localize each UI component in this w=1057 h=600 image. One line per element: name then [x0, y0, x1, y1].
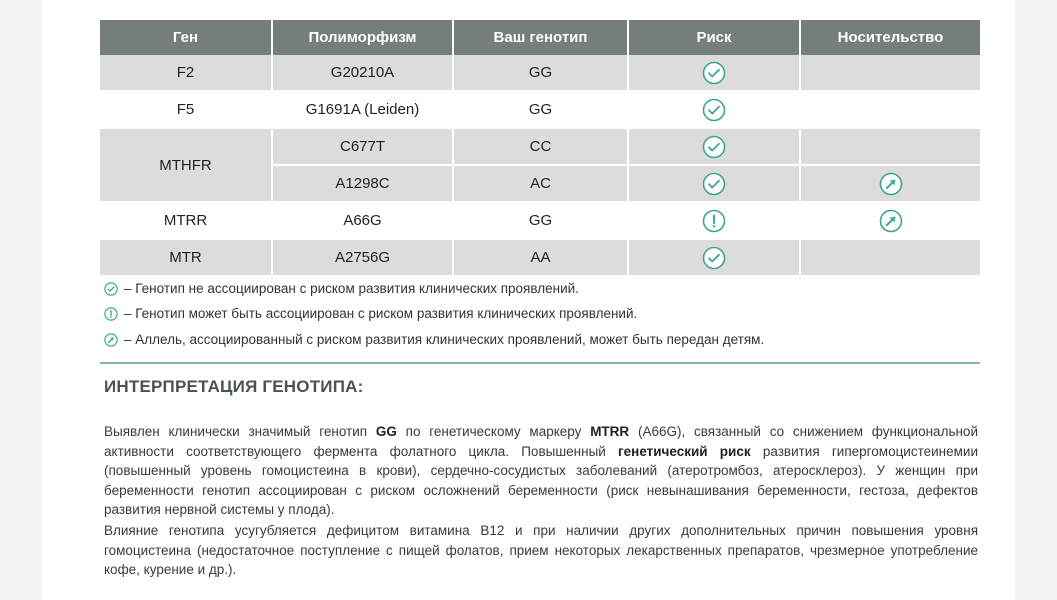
exclamation-circle-icon — [702, 209, 726, 233]
exclamation-circle-icon — [104, 307, 118, 321]
genotype-table — [100, 20, 980, 277]
legend-arrow — [104, 332, 764, 347]
table-row — [100, 128, 980, 165]
p1-marker-bold: MTRR — [590, 424, 630, 439]
cell-carrier — [800, 239, 980, 276]
p1-text: развития гипергомоцистеинемии (повышенный уровень гомоцистеина в крови), сердечно-сосудистых заболеваний (атеротромбоз, атеросклероз). У женщин при беременности генотип ассоциирован с риском осложнений беременности (риск невынашивания беременности, гестоза, дефектов развития нервной системы у плода). — [104, 443, 979, 517]
table-row — [100, 239, 980, 276]
cell-gene: MTHFR — [100, 128, 272, 202]
cell-carrier — [800, 165, 980, 202]
interpretation-paragraph-1 — [104, 422, 978, 520]
table-row — [100, 55, 980, 91]
cell-carrier — [800, 202, 980, 239]
legend-check-text: – Генотип не ассоциирован с риском развития клинических проявлений. — [124, 281, 579, 296]
cell-polymorphism: A1298C — [272, 165, 453, 202]
cell-polymorphism: A2756G — [272, 239, 453, 276]
check-circle-icon — [702, 61, 726, 85]
cell-risk — [628, 91, 800, 128]
cell-gene: MTRR — [100, 202, 272, 239]
cell-risk — [628, 202, 800, 239]
p1-text: по генетическому маркеру — [396, 424, 591, 439]
check-circle-icon — [104, 282, 118, 296]
cell-genotype: CC — [453, 128, 628, 165]
cell-risk — [628, 239, 800, 276]
cell-polymorphism: A66G — [272, 202, 453, 239]
cell-carrier — [800, 128, 980, 165]
check-circle-icon — [702, 135, 726, 159]
p1-risk-bold: генетический риск — [618, 443, 751, 459]
header-genotype: Ваш генотип — [453, 20, 628, 55]
cell-genotype: GG — [453, 91, 628, 128]
cell-genotype: AA — [453, 239, 628, 276]
cell-genotype: GG — [453, 202, 628, 239]
table-header-row — [100, 20, 980, 55]
table-row — [100, 91, 980, 128]
cell-genotype: GG — [453, 55, 628, 91]
cell-risk — [628, 55, 800, 91]
legend-exclaim-text: – Генотип может быть ассоциирован с риском развития клинических проявлений. — [124, 306, 638, 321]
check-circle-icon — [702, 172, 726, 196]
cell-polymorphism: C677T — [272, 128, 453, 165]
cell-polymorphism: G20210A — [272, 55, 453, 91]
cell-genotype: AC — [453, 165, 628, 202]
carrier-arrow-icon — [879, 172, 903, 196]
carrier-arrow-icon — [104, 333, 118, 347]
cell-carrier — [800, 91, 980, 128]
cell-gene: F2 — [100, 55, 272, 91]
header-risk: Риск — [628, 20, 800, 55]
cell-carrier — [800, 55, 980, 91]
carrier-arrow-icon — [879, 209, 903, 233]
interpretation-paragraph-2: Влияние генотипа усугубляется дефицитом витамина B12 и при наличии других дополнительных причин повышения уровня гомоцистеина (недостаточное поступление с пищей фолатов, прием некоторых лекарственных препаратов, чрезмерное употребление кофе, курение и др.). — [104, 523, 978, 577]
cell-gene: F5 — [100, 91, 272, 128]
cell-risk — [628, 128, 800, 165]
report-page — [42, 0, 1015, 600]
cell-risk — [628, 165, 800, 202]
p1-text: Выявлен клинически значимый генотип — [104, 424, 376, 439]
table-row — [100, 202, 980, 239]
legend-arrow-text: – Аллель, ассоциированный с риском развития клинических проявлений, может быть передан детям. — [124, 332, 765, 347]
header-carrier: Носительство — [800, 20, 980, 55]
header-polymorphism: Полиморфизм — [272, 20, 453, 55]
cell-polymorphism: G1691A (Leiden) — [272, 91, 453, 128]
check-circle-icon — [702, 246, 726, 270]
p1-text: (A66G), связанный со снижением функциональной активности соответствующего фермента фолатного цикла. Повышенный — [104, 424, 978, 459]
p1-genotype-bold: GG — [375, 424, 397, 439]
header-gene: Ген — [100, 20, 272, 55]
cell-gene: MTR — [100, 239, 272, 276]
legend-exclaim — [104, 306, 637, 321]
interpretation-title: ИНТЕРПРЕТАЦИЯ ГЕНОТИПА: — [104, 377, 364, 396]
section-divider — [100, 362, 980, 364]
check-circle-icon — [702, 98, 726, 122]
legend-check — [104, 281, 579, 296]
